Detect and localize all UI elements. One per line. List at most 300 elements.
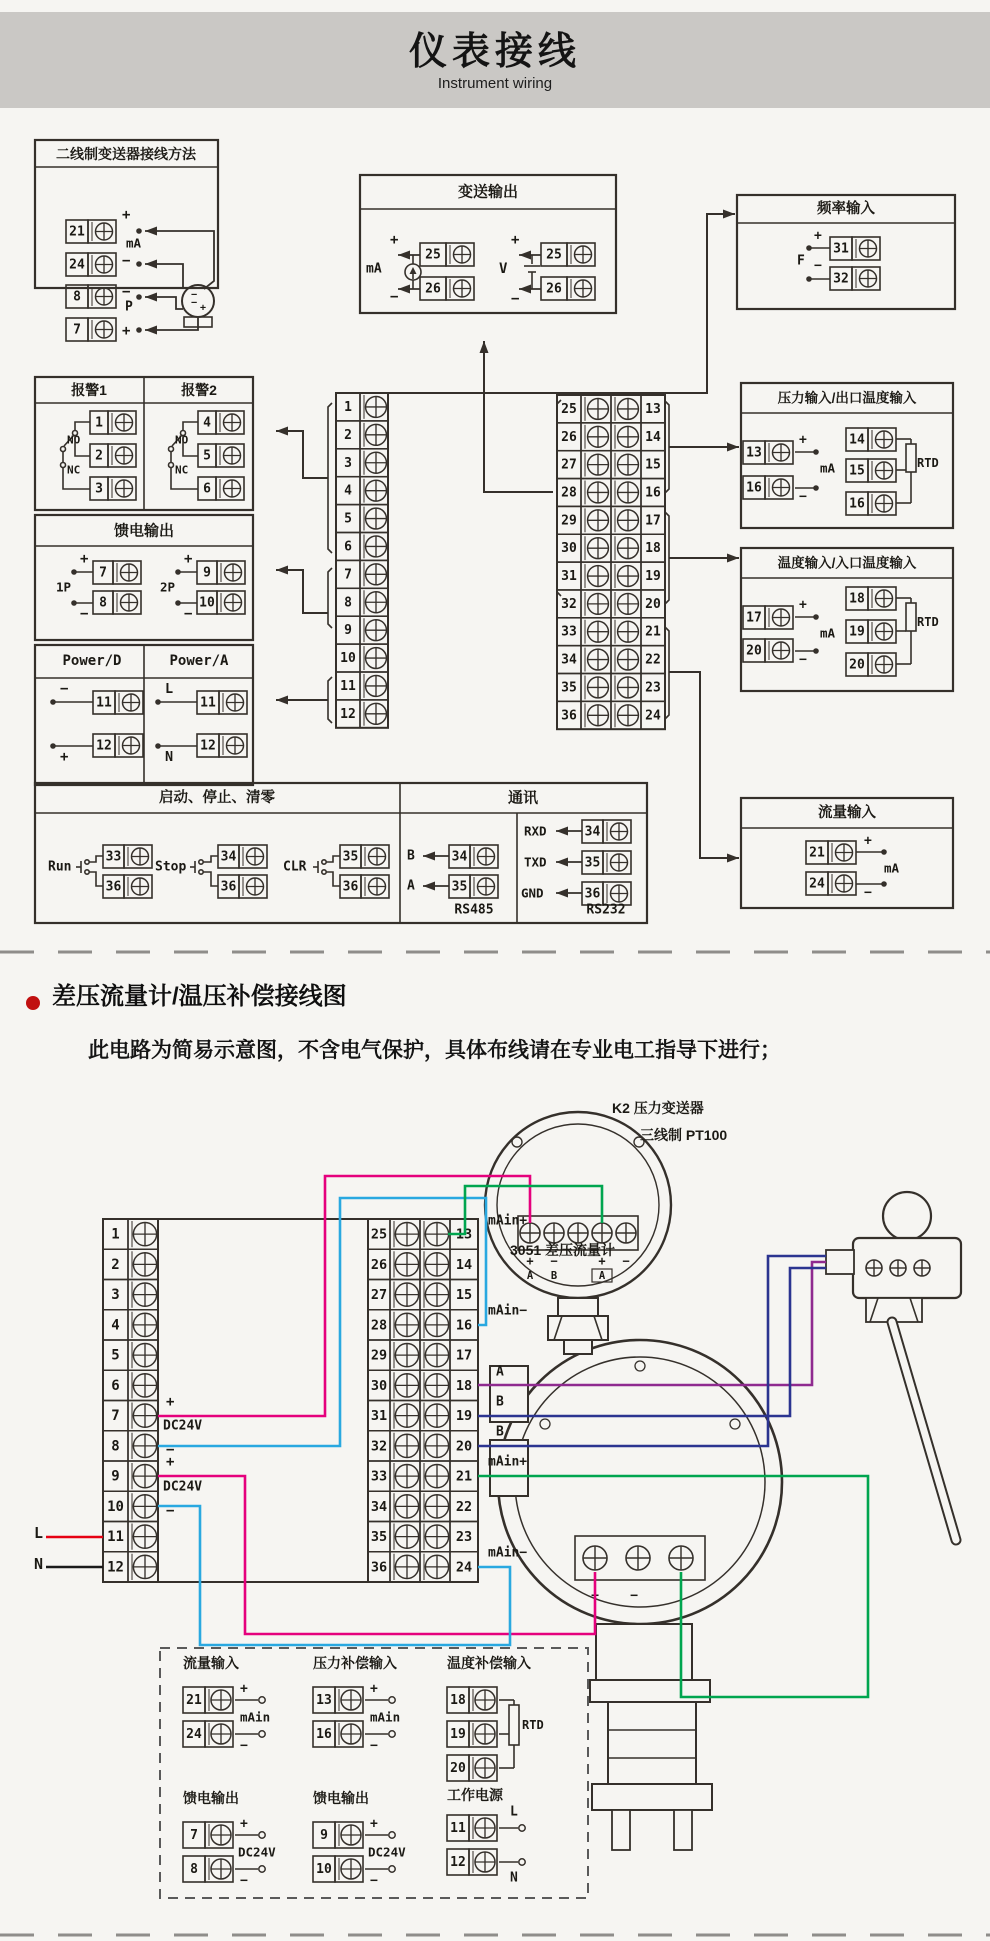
- terminal-strip-left: [336, 393, 388, 728]
- circle: [199, 860, 203, 864]
- svg-text:35: 35: [584, 855, 601, 871]
- terminal: [198, 444, 244, 467]
- label: mAin−: [488, 1545, 528, 1561]
- terminal: [197, 561, 245, 584]
- svg-text:13: 13: [645, 401, 661, 417]
- terminal: [93, 591, 141, 614]
- svg-text:32: 32: [370, 1438, 388, 1455]
- terminal: [846, 492, 896, 515]
- label: TXD: [524, 854, 547, 870]
- terminal: [198, 477, 244, 500]
- svg-text:8: 8: [99, 595, 107, 611]
- wire: [669, 672, 739, 863]
- label: A: [407, 878, 415, 894]
- terminal: [420, 277, 474, 300]
- terminal: [183, 1687, 233, 1713]
- label: −: [240, 1738, 248, 1754]
- box-frequency-title: 频率输入: [817, 201, 875, 217]
- svg-text:19: 19: [645, 569, 661, 585]
- svg-text:18: 18: [455, 1377, 473, 1394]
- svg-text:20: 20: [450, 1761, 466, 1776]
- svg-text:11: 11: [340, 678, 356, 694]
- svg-text:21: 21: [645, 624, 661, 640]
- label: −: [370, 1873, 378, 1889]
- svg-text:17: 17: [746, 610, 762, 626]
- terminal: [103, 875, 152, 898]
- screw-terminal: [568, 1223, 588, 1243]
- circle: [175, 569, 181, 575]
- svg-text:13: 13: [455, 1226, 473, 1243]
- label: B: [407, 848, 415, 864]
- label: +: [390, 232, 399, 248]
- label: +: [60, 749, 69, 765]
- wire-24v2-minus: [158, 1506, 510, 1645]
- label: +: [166, 1454, 175, 1470]
- terminal: [830, 237, 880, 260]
- svg-text:33: 33: [370, 1468, 388, 1485]
- circle: [259, 1731, 265, 1737]
- svg-text:26: 26: [370, 1256, 388, 1273]
- flowmeter-label: 3051 差压流量计: [510, 1242, 616, 1258]
- transmitter-symbol: [182, 285, 214, 317]
- svg-text:1: 1: [344, 399, 352, 415]
- label: V: [499, 261, 508, 277]
- line-l-label: L: [34, 1524, 44, 1542]
- label: +: [598, 1254, 606, 1268]
- svg-text:7: 7: [344, 567, 352, 583]
- circle: [169, 447, 174, 452]
- svg-text:3: 3: [95, 481, 103, 497]
- label: −: [166, 1442, 175, 1458]
- svg-text:7: 7: [99, 565, 107, 581]
- wire: [276, 566, 328, 614]
- box-pressure-title: 压力输入/出口温度输入: [777, 390, 917, 406]
- label: RTD: [917, 456, 939, 470]
- svg-text:7: 7: [111, 1408, 120, 1425]
- svg-text:16: 16: [645, 485, 661, 501]
- label: DC24V: [238, 1844, 276, 1860]
- wire: [276, 427, 328, 479]
- svg-text:29: 29: [370, 1347, 388, 1364]
- label: −: [550, 1254, 558, 1268]
- screw-terminal: [866, 1260, 882, 1276]
- svg-text:8: 8: [111, 1438, 120, 1455]
- svg-text:27: 27: [561, 457, 577, 473]
- screw-terminal: [592, 1223, 612, 1243]
- svg-text:10: 10: [340, 651, 356, 667]
- label: RTD: [522, 1718, 544, 1732]
- label: L: [510, 1804, 518, 1820]
- svg-text:26: 26: [546, 281, 562, 297]
- svg-text:14: 14: [849, 432, 865, 448]
- svg-text:30: 30: [370, 1377, 388, 1394]
- wire: [556, 889, 582, 898]
- circle: [389, 1832, 395, 1838]
- svg-text:35: 35: [342, 849, 359, 865]
- box-temperature-title: 温度输入/入口温度输入: [777, 555, 917, 571]
- svg-text:10: 10: [316, 1862, 332, 1877]
- k2-label: K2 压力变送器: [612, 1100, 704, 1116]
- label: mAin−: [488, 1303, 528, 1319]
- rect: [558, 1298, 598, 1316]
- svg-text:13: 13: [316, 1693, 332, 1708]
- alarm2-title: 报警2: [181, 382, 217, 398]
- circle: [50, 699, 56, 705]
- svg-text:36: 36: [105, 879, 122, 895]
- terminal: [198, 411, 244, 434]
- svg-text:6: 6: [203, 481, 211, 497]
- poly: [328, 568, 332, 628]
- mini-pressure-title: 压力补偿输入: [313, 1655, 397, 1671]
- terminal: [743, 606, 793, 629]
- svg-text:30: 30: [561, 541, 577, 557]
- rect: [548, 1316, 608, 1340]
- circle: [169, 463, 174, 468]
- terminal: [66, 318, 116, 341]
- label: DC24V: [368, 1844, 406, 1860]
- svg-text:5: 5: [203, 448, 211, 464]
- label: +: [799, 597, 807, 613]
- label: GND: [521, 885, 544, 901]
- wire: [398, 251, 420, 260]
- label: −: [184, 606, 193, 622]
- svg-text:11: 11: [450, 1821, 466, 1836]
- svg-text:9: 9: [203, 565, 211, 581]
- svg-text:19: 19: [849, 624, 865, 640]
- circle: [389, 1731, 395, 1737]
- circle: [259, 1697, 265, 1703]
- svg-text:5: 5: [344, 511, 352, 527]
- flowmeter-3051-body: [498, 1340, 782, 1624]
- wire: [398, 285, 420, 294]
- rs232-label: RS232: [586, 902, 626, 918]
- label: A: [496, 1364, 504, 1380]
- svg-text:6: 6: [344, 539, 352, 555]
- svg-text:28: 28: [370, 1317, 388, 1334]
- rect: [608, 1702, 696, 1784]
- mini-temp-title: 温度补偿输入: [447, 1655, 531, 1671]
- label: +: [591, 1588, 599, 1604]
- wire: [145, 293, 183, 310]
- svg-text:6: 6: [111, 1377, 120, 1394]
- terminal: [846, 653, 896, 676]
- terminal: [582, 820, 631, 843]
- label: NO: [175, 433, 189, 447]
- poly: [326, 872, 340, 886]
- rect: [592, 1784, 712, 1810]
- label: B: [496, 1394, 504, 1410]
- svg-text:3: 3: [344, 455, 352, 471]
- label: CLR: [283, 859, 307, 875]
- label: DC24V: [163, 1418, 203, 1434]
- circle: [813, 648, 819, 654]
- wire: [388, 210, 735, 394]
- terminal: [197, 591, 245, 614]
- svg-text:24: 24: [455, 1559, 473, 1576]
- screw-terminal: [914, 1260, 930, 1276]
- svg-text:14: 14: [645, 429, 661, 445]
- terminal: [313, 1856, 363, 1882]
- svg-text:12: 12: [340, 706, 356, 722]
- label: +: [370, 1681, 378, 1697]
- label: NO: [67, 433, 81, 447]
- box-two-wire-title: 二线制变送器接线方法: [56, 146, 196, 162]
- label: mA: [820, 460, 836, 476]
- screw-terminal: [890, 1260, 906, 1276]
- label: mA: [820, 625, 836, 641]
- svg-text:20: 20: [645, 596, 661, 612]
- line-n-label: N: [34, 1555, 44, 1573]
- terminal: [743, 639, 793, 662]
- label: mA: [366, 261, 382, 277]
- svg-text:35: 35: [451, 879, 468, 895]
- poly: [89, 872, 103, 886]
- label: F: [797, 253, 805, 269]
- terminal: [582, 851, 631, 874]
- svg-text:15: 15: [455, 1287, 473, 1304]
- label: Stop: [155, 859, 187, 875]
- svg-text:36: 36: [370, 1559, 388, 1576]
- circle: [61, 447, 66, 452]
- circle: [813, 449, 819, 455]
- rect: [590, 1680, 710, 1702]
- circle: [519, 1859, 525, 1865]
- svg-text:10: 10: [107, 1498, 124, 1515]
- terminal-strip-right: [557, 395, 665, 729]
- terminal: [340, 875, 389, 898]
- svg-text:21: 21: [186, 1693, 202, 1708]
- svg-text:17: 17: [455, 1347, 473, 1364]
- label: A: [526, 1270, 534, 1282]
- circle: [389, 1866, 395, 1872]
- terminal: [846, 428, 896, 451]
- wire: [519, 251, 541, 260]
- terminal: [541, 243, 595, 266]
- label: P: [125, 299, 133, 315]
- svg-text:14: 14: [455, 1256, 473, 1273]
- terminal: [449, 845, 498, 868]
- poly: [328, 677, 332, 723]
- poly: [326, 856, 340, 862]
- alarm1-title: 报警1: [71, 382, 107, 398]
- box-run-stop-comm: [35, 783, 647, 923]
- terminal: [313, 1721, 363, 1747]
- svg-text:16: 16: [746, 480, 762, 496]
- label: +: [511, 232, 520, 248]
- svg-text:16: 16: [455, 1317, 473, 1334]
- svg-text:31: 31: [833, 241, 849, 257]
- svg-text:16: 16: [316, 1727, 332, 1742]
- svg-text:19: 19: [450, 1727, 466, 1742]
- terminal: [183, 1822, 233, 1848]
- comm-title: 通讯: [507, 789, 539, 807]
- circle: [50, 743, 56, 749]
- terminal: [183, 1721, 233, 1747]
- rect: [906, 444, 916, 472]
- wire: [145, 227, 214, 290]
- svg-text:1: 1: [111, 1226, 120, 1243]
- label: mAin: [370, 1709, 401, 1725]
- svg-text:36: 36: [584, 886, 601, 902]
- svg-text:32: 32: [833, 271, 849, 287]
- label: −: [122, 253, 131, 269]
- terminal: [93, 734, 143, 757]
- svg-text:11: 11: [107, 1529, 124, 1546]
- terminal: [743, 441, 793, 464]
- svg-text:33: 33: [105, 849, 122, 865]
- svg-text:36: 36: [220, 879, 237, 895]
- wire-24v1-to-k2: [158, 1176, 530, 1416]
- svg-text:9: 9: [344, 623, 352, 639]
- svg-text:31: 31: [370, 1408, 388, 1425]
- mini-feed1-title: 馈电输出: [183, 1790, 239, 1806]
- terminal: [541, 277, 595, 300]
- svg-text:13: 13: [746, 445, 762, 461]
- terminal: [103, 845, 152, 868]
- terminal: [93, 691, 143, 714]
- label: N: [165, 749, 174, 765]
- label: +: [526, 1254, 534, 1268]
- label: +: [184, 551, 193, 567]
- terminal: [183, 1856, 233, 1882]
- svg-text:12: 12: [107, 1559, 124, 1576]
- screw-terminal: [616, 1223, 636, 1243]
- screw-terminal: [626, 1546, 650, 1570]
- circle: [155, 743, 161, 749]
- box-flow-title: 流量输入: [818, 805, 876, 821]
- circle: [175, 600, 181, 606]
- svg-text:2: 2: [111, 1256, 120, 1273]
- poly: [328, 403, 332, 553]
- label: +: [122, 323, 131, 339]
- label: NC: [175, 463, 189, 477]
- svg-text:4: 4: [203, 415, 211, 431]
- terminal: [806, 872, 856, 895]
- svg-text:11: 11: [96, 695, 112, 711]
- svg-text:12: 12: [450, 1855, 466, 1870]
- svg-text:15: 15: [645, 457, 661, 473]
- svg-text:34: 34: [370, 1498, 388, 1515]
- label: +: [199, 302, 207, 314]
- svg-text:26: 26: [425, 281, 441, 297]
- wire: [145, 260, 183, 289]
- label: +: [864, 833, 872, 849]
- svg-text:34: 34: [220, 849, 237, 865]
- lower-strip-middle: [368, 1219, 478, 1582]
- circle: [813, 485, 819, 491]
- circle: [199, 870, 203, 874]
- terminal: [447, 1687, 497, 1713]
- mini-flow-title: 流量输入: [183, 1655, 239, 1671]
- label: A: [598, 1270, 606, 1282]
- label: mA: [126, 235, 142, 251]
- poly: [75, 422, 90, 430]
- rect: [509, 1705, 519, 1745]
- wire: [556, 858, 582, 867]
- svg-text:24: 24: [69, 257, 85, 273]
- rect: [612, 1810, 630, 1850]
- label: −: [622, 1254, 630, 1268]
- svg-text:36: 36: [561, 708, 577, 724]
- label: B: [550, 1270, 558, 1282]
- svg-text:8: 8: [344, 595, 352, 611]
- svg-text:4: 4: [344, 483, 352, 499]
- mini-feed2-title: 馈电输出: [313, 1790, 369, 1806]
- label: mA: [884, 860, 900, 876]
- section-note: 此电路为简易示意图，不含电气保护，具体布线请在专业电工指导下进行；: [88, 1039, 781, 1062]
- svg-text:20: 20: [849, 657, 865, 673]
- svg-text:2: 2: [95, 448, 103, 464]
- terminal: [846, 459, 896, 482]
- label: +: [80, 551, 89, 567]
- label: −: [166, 1503, 175, 1519]
- svg-text:1: 1: [95, 415, 103, 431]
- circle: [322, 860, 326, 864]
- svg-text:3: 3: [111, 1287, 120, 1304]
- screw-terminal: [669, 1546, 693, 1570]
- label: −: [799, 652, 807, 668]
- page-subtitle: Instrument wiring: [437, 75, 553, 92]
- terminal: [66, 253, 116, 276]
- poly: [89, 856, 103, 862]
- label: +: [799, 432, 807, 448]
- label: mAin: [240, 1709, 271, 1725]
- label: −: [190, 289, 198, 301]
- power-d-title: Power/D: [62, 653, 122, 669]
- svg-text:18: 18: [849, 591, 865, 607]
- svg-text:8: 8: [190, 1862, 198, 1877]
- circle: [881, 881, 887, 887]
- svg-text:21: 21: [69, 224, 85, 240]
- terminal: [218, 875, 267, 898]
- wire: [556, 827, 582, 836]
- svg-text:24: 24: [645, 708, 661, 724]
- wire: [276, 696, 328, 705]
- circle: [259, 1832, 265, 1838]
- svg-text:26: 26: [561, 429, 577, 445]
- terminal: [830, 267, 880, 290]
- rect: [596, 1624, 692, 1680]
- pt100-head: [883, 1192, 931, 1240]
- label: L: [165, 681, 174, 697]
- svg-text:18: 18: [450, 1693, 466, 1708]
- circle: [71, 600, 77, 606]
- label: N: [510, 1870, 518, 1886]
- label: mAin+: [488, 1454, 528, 1470]
- label: mAin+: [488, 1213, 528, 1229]
- circle: [61, 463, 66, 468]
- wire: [669, 443, 739, 452]
- label: +: [240, 1816, 248, 1832]
- circle: [155, 699, 161, 705]
- svg-text:22: 22: [645, 652, 661, 668]
- svg-text:32: 32: [561, 596, 577, 612]
- circle: [389, 1697, 395, 1703]
- poly: [203, 872, 218, 886]
- label: RTD: [917, 615, 939, 629]
- label: Run: [48, 859, 72, 875]
- svg-text:22: 22: [455, 1498, 473, 1515]
- terminal: [90, 444, 136, 467]
- label: −: [864, 885, 872, 901]
- box-feed-title: 馈电输出: [113, 522, 175, 540]
- rect: [826, 1250, 854, 1274]
- poly: [183, 422, 198, 430]
- label: −: [80, 606, 89, 622]
- label: −: [190, 297, 198, 309]
- circle: [71, 569, 77, 575]
- terminal: [66, 220, 116, 243]
